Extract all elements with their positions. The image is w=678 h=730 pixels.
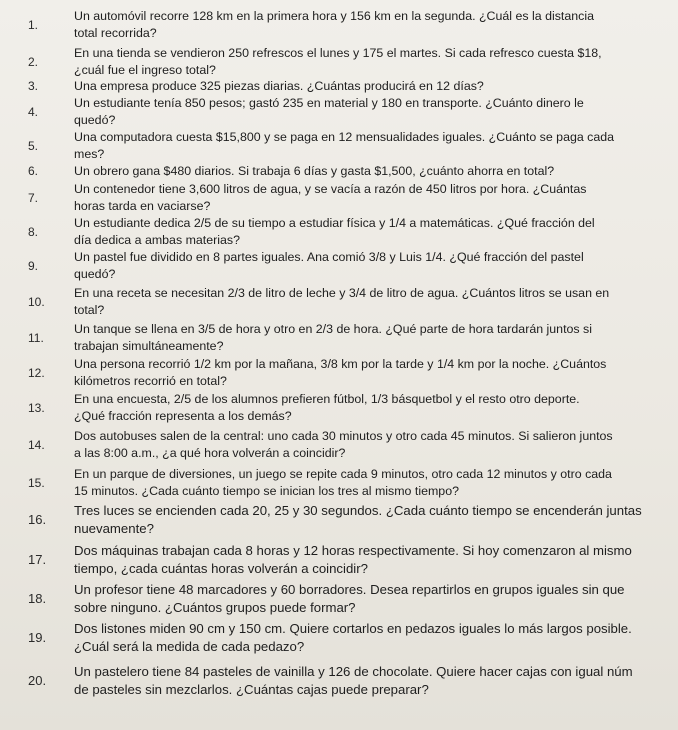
problem-number: 9. (28, 259, 39, 273)
problem-line-2: ¿Qué fracción representa a los demás? (74, 409, 292, 423)
problem-text (74, 581, 678, 617)
problem-11 (0, 321, 678, 357)
problem-line-2: nuevamente? (74, 521, 154, 536)
problem-line-1: Dos autobuses salen de la central: uno cada 30 minutos y otro cada 45 minutos. Si salieron juntos (74, 429, 613, 443)
problem-17 (0, 542, 678, 578)
problem-line-2: total? (74, 303, 105, 317)
problem-line-1: Un pastel fue dividido en 8 partes iguales. Ana comió 3/8 y Luis 1/4. ¿Qué fracción del pastel (74, 250, 584, 264)
problem-text (74, 542, 678, 578)
problem-line-1: Una persona recorrió 1/2 km por la mañana, 3/8 km por la tarde y 1/4 km por la noche. ¿Cuántos (74, 357, 607, 371)
problem-text (74, 663, 678, 699)
problem-line-1: Tres luces se encienden cada 20, 25 y 30 segundos. ¿Cada cuánto tiempo se encenderán juntas (74, 503, 642, 518)
problem-7 (0, 181, 678, 217)
problem-15 (0, 466, 678, 502)
problem-line-1: Un pastelero tiene 84 pasteles de vainilla y 126 de chocolate. Quiere hacer cajas con igual núm (74, 664, 633, 679)
problem-line-2: quedó? (74, 267, 116, 281)
problem-10 (0, 285, 678, 321)
problem-text (74, 466, 678, 500)
problem-line-1: Un estudiante tenía 850 pesos; gastó 235 en material y 180 en transporte. ¿Cuánto dinero le (74, 96, 584, 110)
problem-line-2: sobre ninguno. ¿Cuántos grupos puede formar? (74, 600, 356, 615)
problem-number: 5. (28, 139, 39, 153)
problem-number: 19. (28, 630, 47, 645)
problem-number: 12. (28, 366, 45, 380)
problem-line-1: En una tienda se vendieron 250 refrescos el lunes y 175 el martes. Si cada refresco cuesta $18, (74, 46, 602, 60)
problem-8 (0, 215, 678, 251)
problem-5 (0, 129, 678, 165)
problem-line-2: día dedica a ambas materias? (74, 233, 240, 247)
problem-line-2: mes? (74, 147, 105, 161)
problem-12 (0, 356, 678, 392)
problem-number: 14. (28, 438, 45, 452)
problem-19 (0, 620, 678, 656)
problem-line-1: Una computadora cuesta $15,800 y se paga en 12 mensualidades iguales. ¿Cuánto se paga cada (74, 130, 615, 144)
problem-line-1: Un estudiante dedica 2/5 de su tiempo a estudiar física y 1/4 a matemáticas. ¿Qué fracción del (74, 216, 595, 230)
problem-line-1: En una encuesta, 2/5 de los alumnos prefieren fútbol, 1/3 básquetbol y el resto otro deporte. (74, 392, 580, 406)
problem-line-1: Un profesor tiene 48 marcadores y 60 borradores. Desea repartirlos en grupos iguales sin que (74, 582, 625, 597)
problem-number: 16. (28, 512, 47, 527)
problem-13 (0, 391, 678, 427)
problem-16 (0, 502, 678, 538)
problem-text (74, 45, 678, 79)
problem-line-1: Una empresa produce 325 piezas diarias. ¿Cuántas producirá en 12 días? (74, 79, 484, 93)
problem-18 (0, 581, 678, 617)
problem-number: 15. (28, 476, 45, 490)
problem-6 (0, 163, 678, 183)
problem-line-2: quedó? (74, 113, 116, 127)
problem-2 (0, 45, 678, 81)
problem-text (74, 78, 678, 95)
problem-line-2: ¿cuál fue el ingreso total? (74, 63, 216, 77)
problem-number: 18. (28, 591, 47, 606)
problem-line-1: En un parque de diversiones, un juego se repite cada 9 minutos, otro cada 12 minutos y otro cada (74, 467, 612, 481)
problem-text (74, 181, 678, 215)
problem-text (74, 502, 678, 538)
problem-number: 4. (28, 105, 39, 119)
problem-number: 7. (28, 191, 39, 205)
problem-text (74, 285, 678, 319)
problem-number: 13. (28, 401, 45, 415)
problem-text (74, 215, 678, 249)
problem-number: 11. (28, 331, 44, 345)
problem-20 (0, 663, 678, 699)
problem-text (74, 620, 678, 656)
problem-number: 8. (28, 225, 39, 239)
problem-9 (0, 249, 678, 285)
problem-number: 17. (28, 552, 47, 567)
problem-line-2: a las 8:00 a.m., ¿a qué hora volverán a coincidir? (74, 446, 346, 460)
problem-line-1: Un automóvil recorre 128 km en la primera hora y 156 km en la segunda. ¿Cuál es la distancia (74, 9, 594, 23)
problem-text (74, 321, 678, 355)
problem-4 (0, 95, 678, 131)
problem-number: 6. (28, 164, 39, 178)
problem-line-2: tiempo, ¿cada cuántas horas volverán a coincidir? (74, 561, 368, 576)
problem-text (74, 428, 678, 462)
problem-14 (0, 428, 678, 464)
problem-line-1: Un obrero gana $480 diarios. Si trabaja 6 días y gasta $1,500, ¿cuánto ahorra en total? (74, 164, 555, 178)
problem-line-2: ¿Cuál será la medida de cada pedazo? (74, 639, 305, 654)
problem-text (74, 163, 678, 180)
problem-number: 3. (28, 79, 39, 93)
problem-number: 1. (28, 18, 39, 32)
problem-text (74, 249, 678, 283)
problem-1 (0, 8, 678, 44)
problem-line-2: trabajan simultáneamente? (74, 339, 224, 353)
problem-line-2: total recorrida? (74, 26, 157, 40)
problem-number: 2. (28, 55, 39, 69)
problem-line-1: Un contenedor tiene 3,600 litros de agua, y se vacía a razón de 450 litros por hora. ¿Cuántas (74, 182, 587, 196)
problem-line-1: Un tanque se llena en 3/5 de hora y otro en 2/3 de hora. ¿Qué parte de hora tardarán juntos si (74, 322, 592, 336)
problem-line-2: 15 minutos. ¿Cada cuánto tiempo se inician los tres al mismo tiempo? (74, 484, 459, 498)
problem-line-2: de pasteles sin mezclarlos. ¿Cuántas cajas puede preparar? (74, 682, 429, 697)
problem-text (74, 95, 678, 129)
problem-number: 10. (28, 295, 45, 309)
problem-line-1: Dos listones miden 90 cm y 150 cm. Quiere cortarlos en pedazos iguales lo más largos posible. (74, 621, 632, 636)
problem-text (74, 8, 678, 42)
problem-number: 20. (28, 673, 47, 688)
problem-line-1: Dos máquinas trabajan cada 8 horas y 12 horas respectivamente. Si hoy comenzaron al mismo (74, 543, 632, 558)
problem-line-2: kilómetros recorrió en total? (74, 374, 227, 388)
problem-line-1: En una receta se necesitan 2/3 de litro de leche y 3/4 de litro de agua. ¿Cuántos litros se usan en (74, 286, 610, 300)
problem-text (74, 129, 678, 163)
problem-line-2: horas tarda en vaciarse? (74, 199, 211, 213)
problem-text (74, 391, 678, 425)
problem-text (74, 356, 678, 390)
